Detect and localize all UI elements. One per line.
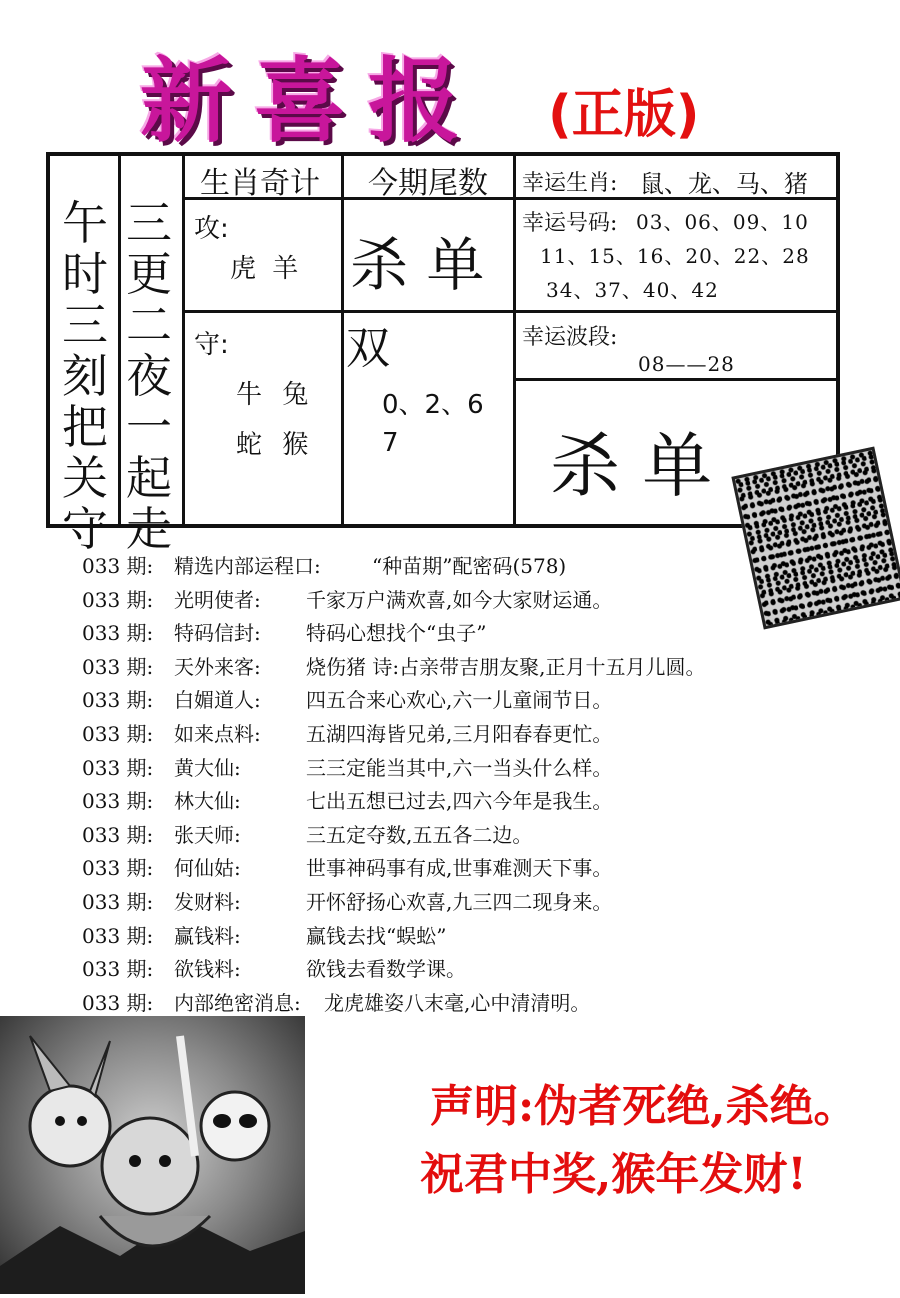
list-item: 033 期: 如来点料: 五湖四海皆兄弟,三月阳春春更忙。	[82, 721, 613, 746]
vertical-motto-2: 三更二夜一起走	[126, 196, 172, 556]
list-item: 033 期: 特码信封: 特码心想找个“虫子”	[82, 621, 487, 646]
list-item: 033 期: 何仙姑: 世事神码事有成,世事难测天下事。	[82, 856, 613, 881]
defend-line1: 牛 兔	[236, 380, 315, 410]
list-item: 033 期: 内部绝密消息: 龙虎雄姿八末毫,心中清清明。	[82, 990, 591, 1015]
header-zodiac: 生肖奇计	[200, 166, 320, 201]
lucky-wave-label: 幸运波段:	[522, 325, 618, 350]
attack-value: 虎 羊	[230, 254, 303, 284]
vertical-motto-1: 午时三刻把关守	[62, 196, 108, 556]
divider	[513, 156, 516, 524]
info-grid	[46, 152, 840, 556]
tail-numbers-line2: 7	[382, 428, 399, 458]
defend-label: 守:	[194, 330, 229, 360]
lucky-wave-value: 08——28	[638, 352, 735, 376]
cartoon-figures-icon	[0, 1016, 305, 1294]
divider	[513, 378, 836, 381]
divider	[118, 156, 121, 524]
tail-numbers-line1: 0、2、6	[382, 390, 484, 420]
lucky-numbers-line2: 11、15、16、20、22、28	[540, 244, 810, 268]
list-item: 033 期: 天外来客: 烧伤猪 诗:占亲带吉朋友聚,正月十五月儿圆。	[82, 654, 706, 679]
page-subtitle: (正版)	[548, 85, 700, 145]
defend-line2: 蛇 猴	[236, 430, 315, 460]
attack-label: 攻:	[194, 214, 229, 244]
list-item: 033 期: 发财料: 开怀舒扬心欢喜,九三四二现身来。	[82, 889, 613, 914]
divider	[513, 310, 836, 313]
lucky-numbers-line3: 34、37、40、42	[546, 278, 719, 302]
list-item: 033 期: 光明使者: 千家万户满欢喜,如今大家财运通。	[82, 587, 613, 612]
lucky-numbers-label: 幸运号码:	[522, 211, 618, 236]
wish-text: 祝君中奖,猴年发财!	[420, 1149, 807, 1200]
lucky-zodiac-label: 幸运生肖:	[522, 171, 618, 196]
list-item: 033 期: 黄大仙: 三三定能当其中,六一当头什么样。	[82, 755, 613, 780]
big-kill: 杀 单	[550, 425, 713, 507]
list-item: 033 期: 张天师: 三五定夺数,五五各二边。	[82, 822, 533, 847]
divider	[341, 156, 344, 524]
declaration-text: 声明:伪者死绝,杀绝。	[430, 1081, 858, 1132]
list-item: 033 期: 林大仙: 七出五想已过去,四六今年是我生。	[82, 789, 613, 814]
list-item: 033 期: 白媚道人: 四五合来心欢心,六一儿童闹节日。	[82, 688, 613, 713]
page-title: 新喜报	[140, 47, 483, 155]
tail-kill: 杀 单	[350, 231, 485, 299]
lucky-zodiac-value: 鼠、龙、马、猪	[640, 170, 808, 198]
prediction-list	[82, 550, 862, 1020]
header-tail: 今期尾数	[368, 166, 488, 201]
list-item: 033 期: 赢钱料: 赢钱去找“蜈蚣”	[82, 923, 447, 948]
cartoon-illustration	[0, 1016, 305, 1294]
tail-double: 双	[346, 323, 390, 374]
divider	[182, 156, 185, 524]
lucky-numbers-line1: 03、06、09、10	[636, 210, 809, 234]
list-item: 033 期: 欲钱料: 欲钱去看数学课。	[82, 957, 466, 982]
list-item: 033 期: 精选内部运程口: “种苗期”配密码(578)	[82, 554, 567, 578]
